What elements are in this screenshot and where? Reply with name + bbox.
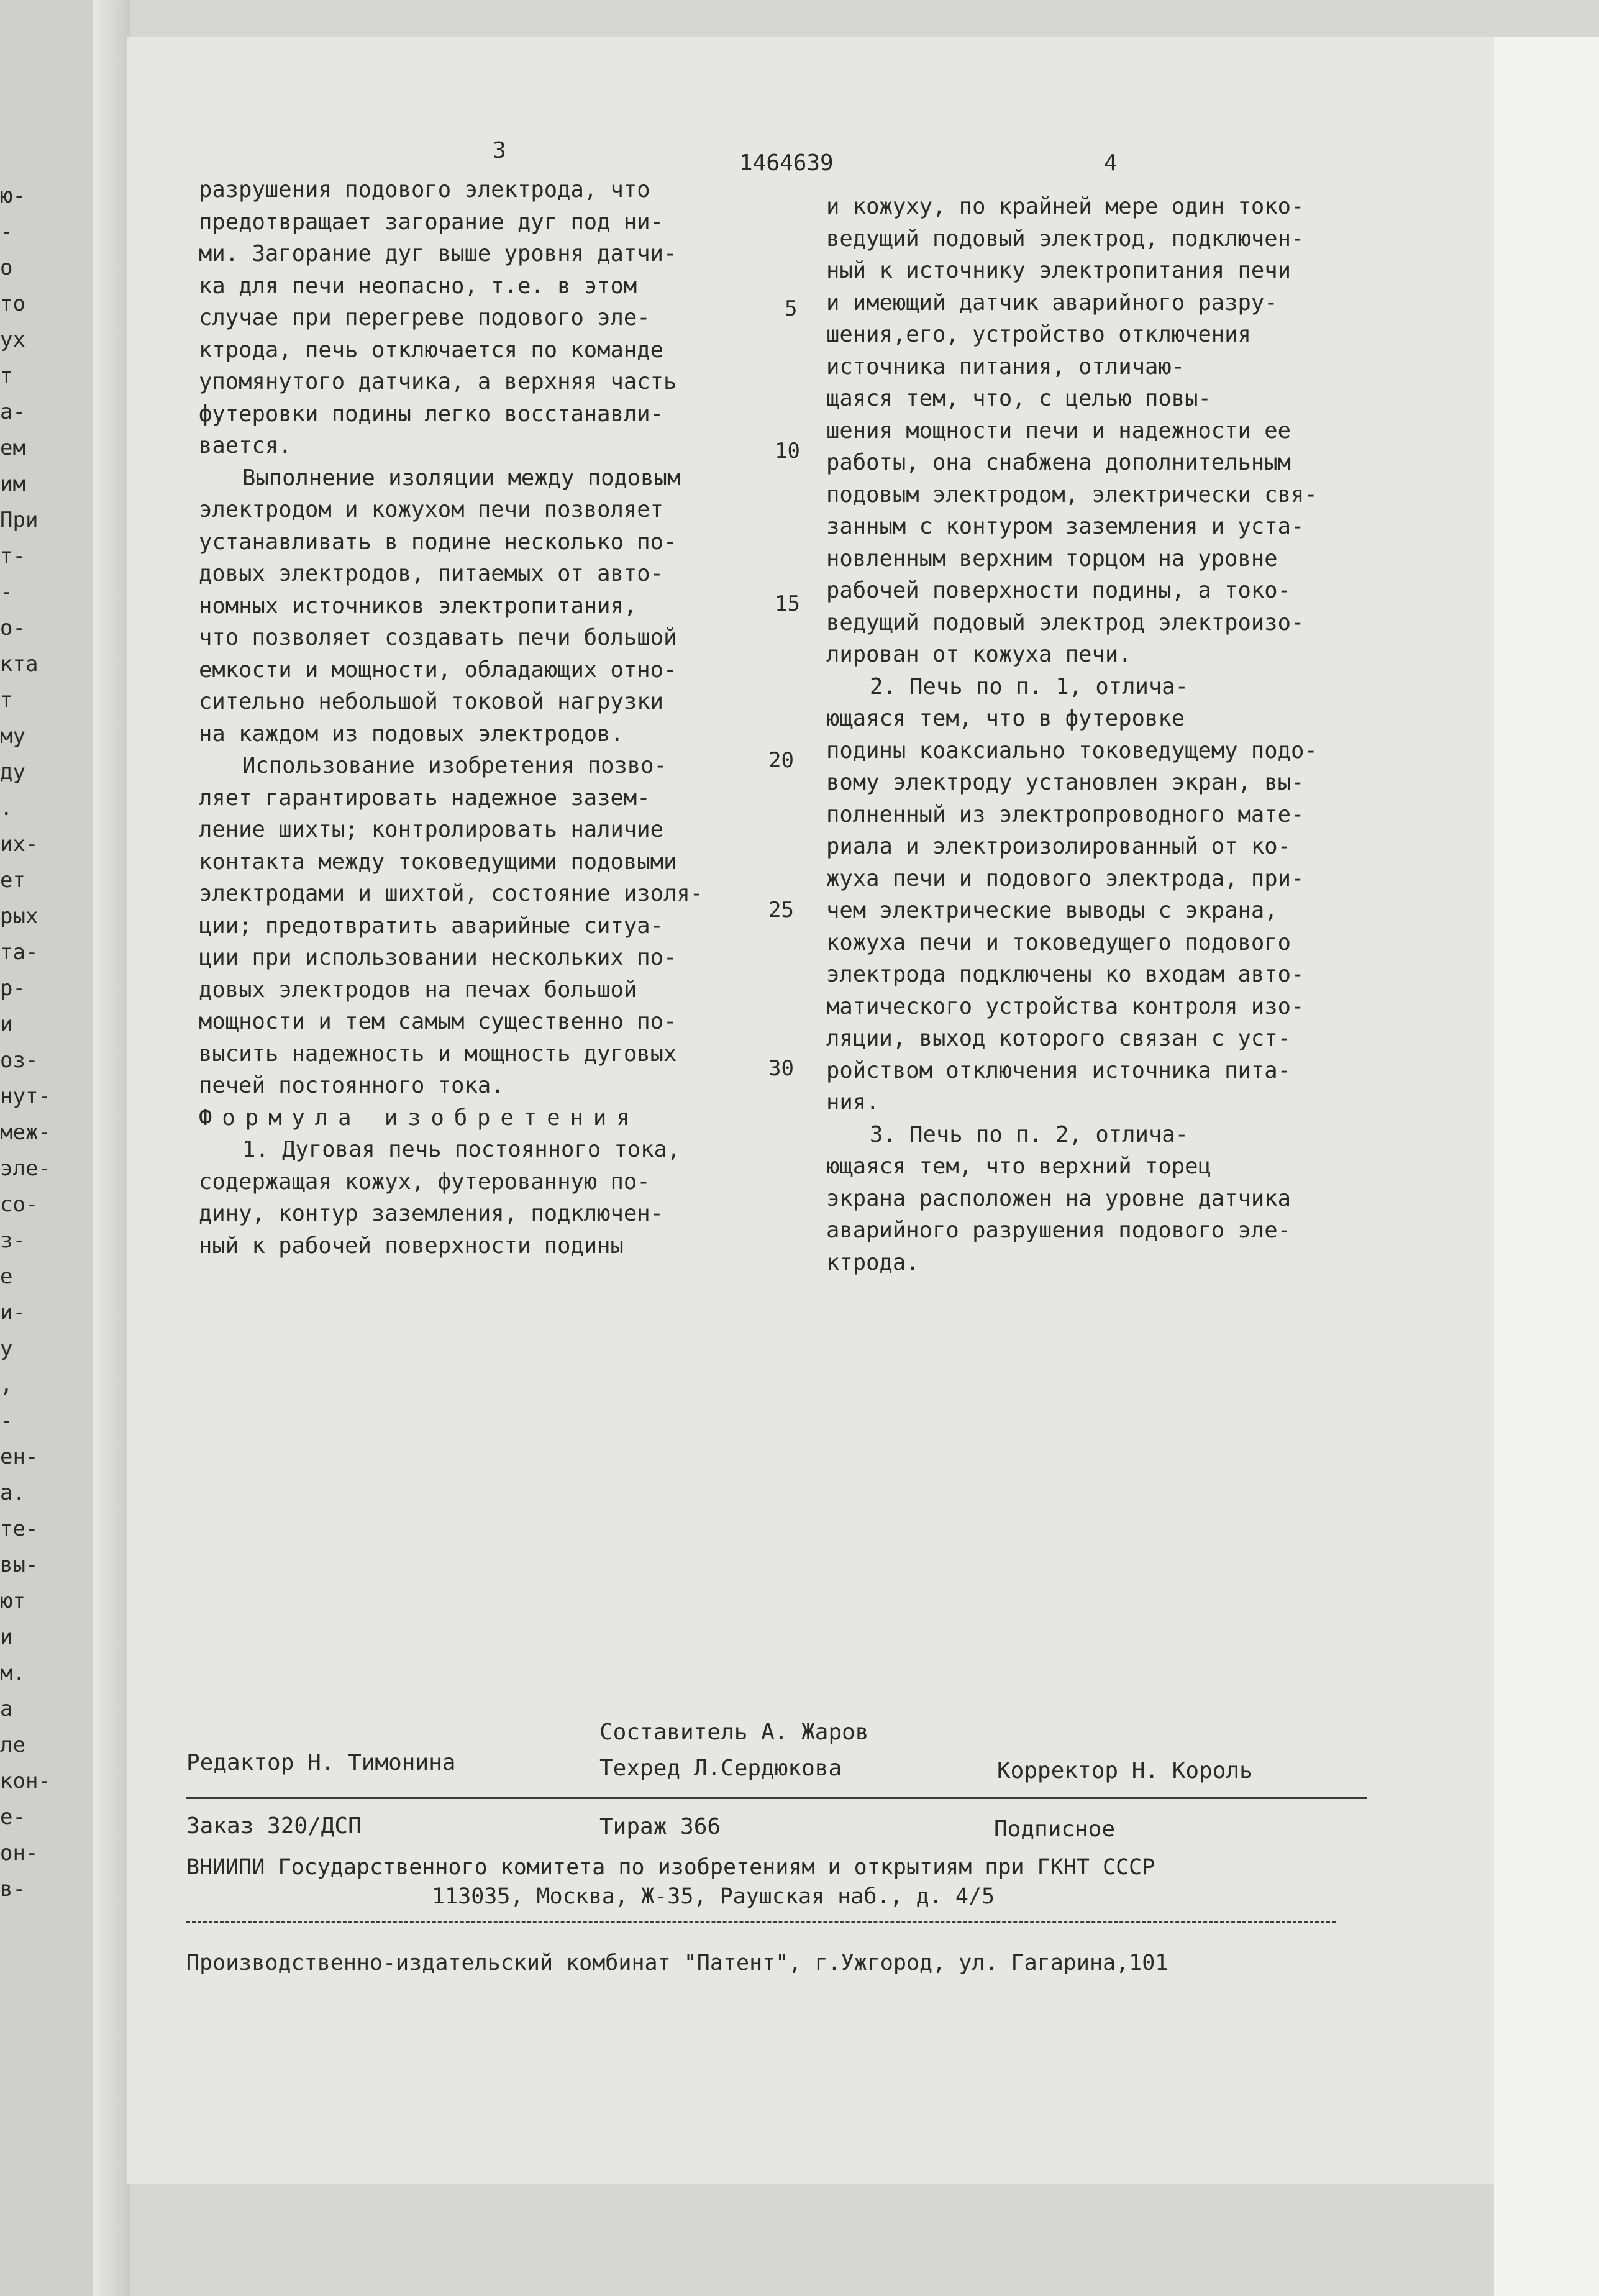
left-column-line: довых электродов на печах большой xyxy=(199,977,637,1003)
right-column-line: ющаяся тем, что в футеровке xyxy=(826,706,1185,731)
imprint-rule-top xyxy=(186,1797,1367,1799)
margin-fragment: со- xyxy=(0,1192,39,1217)
margin-fragment: . xyxy=(0,796,13,821)
imprint-dashed-rule xyxy=(186,1921,1336,1923)
patent-number: 1464639 xyxy=(739,150,834,176)
left-column-line: ции при использовании нескольких по- xyxy=(199,945,677,970)
left-column-line: ции; предотвратить аварийные ситуа- xyxy=(199,913,664,939)
margin-fragment: т xyxy=(0,688,13,713)
left-column-line: на каждом из подовых электродов. xyxy=(199,721,624,747)
margin-fragment: з- xyxy=(0,1228,25,1253)
right-column-line: лирован от кожуха печи. xyxy=(826,642,1132,667)
right-column-line: ктрода. xyxy=(826,1249,919,1275)
margin-fragment: ю- xyxy=(0,183,25,208)
left-text-column xyxy=(199,174,764,1262)
margin-fragment: а. xyxy=(0,1480,25,1505)
left-column-line: случае при перегреве подового эле- xyxy=(199,305,650,330)
right-column-line: рабочей поверхности подины, а токо- xyxy=(826,578,1292,603)
right-column-line: матического устройства контроля изо- xyxy=(826,993,1305,1019)
right-text-column xyxy=(826,191,1410,1278)
left-column-line: ка для печи неопасно, т.е. в этом xyxy=(199,273,637,299)
margin-fragment: а- xyxy=(0,399,25,424)
previous-page-margin xyxy=(0,0,106,2296)
margin-fragment: нут- xyxy=(0,1084,51,1109)
left-column-line: довых электродов, питаемых от авто- xyxy=(199,561,664,586)
left-column-line: высить надежность и мощность дуговых xyxy=(199,1041,677,1067)
margin-fragment: ем xyxy=(0,435,25,460)
right-column-line: 3. Печь по п. 2, отлича- xyxy=(870,1121,1188,1147)
right-column-line: ющаяся тем, что верхний торец xyxy=(826,1154,1211,1179)
binding-gutter xyxy=(93,0,130,2296)
printer-line: Производственно-издательский комбинат "Патент", г.Ужгород, ул. Гагарина,101 xyxy=(186,1951,1168,1975)
corrector-credit: Корректор Н. Король xyxy=(997,1758,1253,1784)
margin-fragment: ду xyxy=(0,760,25,785)
left-column-line: ляет гарантировать надежное зазем- xyxy=(199,785,650,811)
margin-fragment: меж- xyxy=(0,1120,51,1145)
right-column-line: ведущий подовый электрод, подключен- xyxy=(826,226,1305,252)
right-column-line: экрана расположен на уровне датчика xyxy=(826,1185,1292,1211)
right-column-line: ройством отключения источника пита- xyxy=(826,1057,1292,1083)
left-column-line: печей постоянного тока. xyxy=(199,1073,504,1098)
left-column-line: устанавливать в подине несколько по- xyxy=(199,529,677,555)
margin-fragment: у xyxy=(0,1336,13,1361)
right-column-line: 2. Печь по п. 1, отлича- xyxy=(870,673,1188,699)
page-number-left: 3 xyxy=(493,138,506,163)
left-column-line: электродами и шихтой, состояние изоля- xyxy=(199,881,704,906)
left-column-line: Использование изобретения позво- xyxy=(242,753,667,778)
left-column-line: дину, контур заземления, подключен- xyxy=(199,1201,664,1226)
margin-fragment: кон- xyxy=(0,1769,51,1793)
right-column-line: ный к источнику электропитания печи xyxy=(826,258,1292,283)
techred-credit: Техред Л.Сердюкова xyxy=(599,1756,842,1781)
right-column-line: подовым электродом, электрически свя- xyxy=(826,481,1318,508)
margin-fragment: а xyxy=(0,1697,13,1721)
margin-fragment: их- xyxy=(0,832,39,857)
margin-fragment: и xyxy=(0,1012,13,1037)
margin-fragment: При xyxy=(0,508,39,532)
margin-fragment: - xyxy=(0,219,13,244)
margin-fragment: вы- xyxy=(0,1552,39,1577)
margin-fragment: ух xyxy=(0,327,25,352)
left-column-line: разрушения подового электрода, что xyxy=(199,177,650,203)
left-column-line: ми. Загорание дуг выше уровня датчи- xyxy=(199,241,677,266)
right-column-line: ния. xyxy=(826,1090,880,1115)
right-column-line: источника питания, отличаю- xyxy=(826,353,1185,380)
line-number-25: 25 xyxy=(768,898,794,922)
left-column-line: что позволяет создавать печи большой xyxy=(199,625,677,650)
right-column-line: шения,его, устройство отключения xyxy=(826,322,1251,347)
margin-fragment: рых xyxy=(0,904,39,929)
composer-credit: Составитель А. Жаров xyxy=(599,1720,869,1745)
margin-fragment: оз- xyxy=(0,1048,39,1073)
left-column-line: упомянутого датчика, а верхняя часть xyxy=(199,369,677,394)
margin-fragment: м. xyxy=(0,1660,25,1685)
right-column-line: и имеющий датчик аварийного разру- xyxy=(826,289,1278,316)
margin-fragment: - xyxy=(0,1408,13,1433)
right-column-line: вому электроду установлен экран, вы- xyxy=(826,770,1305,795)
right-column-line: жуха печи и подового электрода, при- xyxy=(826,865,1305,891)
margin-fragment: то xyxy=(0,291,25,316)
right-column-line: подины коаксиально токоведущему подо- xyxy=(826,737,1318,763)
circulation: Тираж 366 xyxy=(599,1814,721,1839)
right-column-line: электрода подключены ко входам авто- xyxy=(826,962,1305,987)
left-column-line: мощности и тем самым существенно по- xyxy=(199,1009,677,1034)
editor-credit: Редактор Н. Тимонина xyxy=(186,1750,456,1775)
margin-fragment: ют xyxy=(0,1588,25,1613)
order-number: Заказ 320/ДСП xyxy=(186,1813,362,1839)
margin-fragment: ет xyxy=(0,868,25,893)
left-column-line: контакта между токоведущими подовыми xyxy=(199,849,677,875)
left-column-line: Выполнение изоляции между подовым xyxy=(242,465,681,491)
left-column-line: вается. xyxy=(199,433,292,458)
line-number-5: 5 xyxy=(785,296,798,321)
line-number-10: 10 xyxy=(775,439,800,463)
margin-fragment: кта xyxy=(0,652,39,676)
left-column-line: сительно небольшой токовой нагрузки xyxy=(199,689,664,714)
margin-fragment: му xyxy=(0,724,25,749)
publisher-org: ВНИИПИ Государственного комитета по изобретениям и открытиям при ГКНТ СССР xyxy=(186,1855,1155,1880)
right-column-line: ведущий подовый электрод электроизо- xyxy=(826,609,1305,636)
margin-fragment: р- xyxy=(0,976,25,1001)
right-column-line: риала и электроизолированный от ко- xyxy=(826,834,1292,859)
publisher-address: 113035, Москва, Ж-35, Раушская наб., д. 4/5 xyxy=(432,1884,995,1909)
margin-fragment: е xyxy=(0,1264,13,1289)
left-column-line: емкости и мощности, обладающих отно- xyxy=(199,657,677,683)
left-column-line: ный к рабочей поверхности подины xyxy=(199,1232,624,1259)
subscription-label: Подписное xyxy=(994,1816,1116,1842)
margin-fragment: эле- xyxy=(0,1156,51,1181)
right-column-line: ляции, выход которого связан с уст- xyxy=(826,1026,1292,1051)
left-column-line: Формула изобретения xyxy=(199,1105,640,1131)
margin-fragment: им xyxy=(0,472,25,496)
margin-fragment: те- xyxy=(0,1516,39,1541)
margin-fragment: та- xyxy=(0,940,39,965)
margin-fragment: ен- xyxy=(0,1444,39,1469)
right-column-line: полненный из электропроводного мате- xyxy=(826,801,1305,827)
margin-fragment: и- xyxy=(0,1300,25,1325)
margin-fragment: - xyxy=(0,580,13,604)
margin-fragment: о xyxy=(0,255,13,280)
left-column-line: ление шихты; контролировать наличие xyxy=(199,817,664,842)
left-column-line: ктрода, печь отключается по команде xyxy=(199,337,664,363)
right-column-line: занным с контуром заземления и уста- xyxy=(826,514,1305,539)
margin-fragment: , xyxy=(0,1372,13,1397)
margin-fragment: о- xyxy=(0,616,25,640)
right-column-line: щаяся тем, что, с целью повы- xyxy=(826,386,1211,411)
left-column-line: электродом и кожухом печи позволяет xyxy=(199,497,664,522)
margin-fragment: т- xyxy=(0,544,25,568)
margin-fragment: е- xyxy=(0,1805,25,1829)
left-column-line: предотвращает загорание дуг под ни- xyxy=(199,209,664,235)
margin-fragment: и xyxy=(0,1624,13,1649)
left-column-line: номных источников электропитания, xyxy=(199,593,637,619)
right-column-line: аварийного разрушения подового эле- xyxy=(826,1218,1292,1243)
margin-fragment: т xyxy=(0,363,13,388)
right-column-line: шения мощности печи и надежности ее xyxy=(826,417,1292,444)
line-number-15: 15 xyxy=(775,591,800,616)
right-column-line: кожуха печи и токоведущего подового xyxy=(826,929,1292,955)
right-column-line: чем электрические выводы с экрана, xyxy=(826,898,1278,923)
line-number-30: 30 xyxy=(768,1056,794,1081)
line-number-20: 20 xyxy=(768,748,794,773)
page-number-right: 4 xyxy=(1104,150,1118,176)
margin-fragment: в- xyxy=(0,1877,25,1902)
margin-fragment: ле xyxy=(0,1733,25,1757)
right-column-line: новленным верхним торцом на уровне xyxy=(826,545,1278,572)
left-column-line: футеровки подины легко восстанавли- xyxy=(199,401,664,427)
margin-fragment: он- xyxy=(0,1841,39,1866)
page-edge-strip xyxy=(1494,37,1599,2296)
left-column-line: содержащая кожух, футерованную по- xyxy=(199,1168,650,1195)
right-column-line: работы, она снабжена дополнительным xyxy=(826,450,1292,475)
right-column-line: и кожуху, по крайней мере один токо- xyxy=(826,194,1305,219)
left-column-line: 1. Дуговая печь постоянного тока, xyxy=(242,1137,681,1162)
